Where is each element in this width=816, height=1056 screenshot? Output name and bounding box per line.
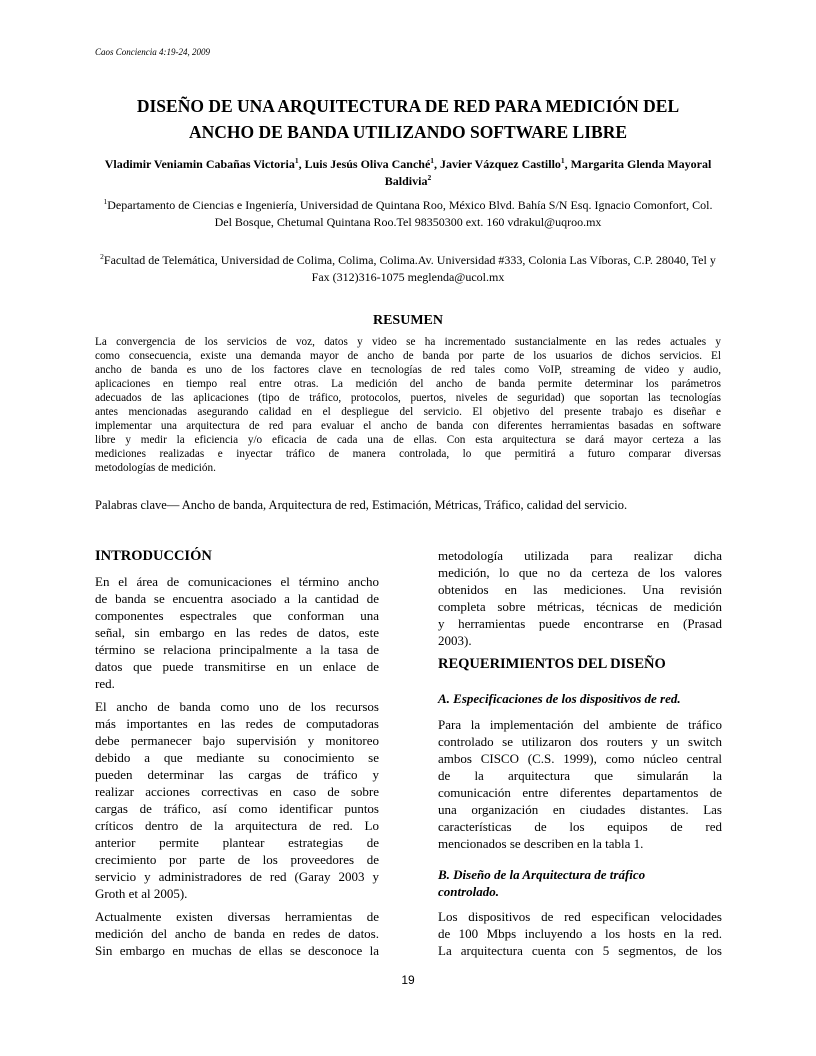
journal-citation: Caos Conciencia 4:19-24, 2009	[95, 47, 210, 57]
author-affiliation-mark: 1	[294, 156, 299, 165]
text-line: Sin embargo en muchas de ellas se desconoce la	[95, 943, 379, 958]
abstract-heading: RESUMEN	[372, 313, 443, 328]
text-line: de la arquitectura que simularán la	[438, 768, 722, 783]
text-line: y herramientas puede encontrarse en (Prasad	[438, 616, 722, 631]
text-line: señal, sin embargo en las redes de datos, este	[95, 625, 379, 640]
text-line: una organización en ciudades distantes. Las	[438, 802, 722, 817]
text-line: críticos dentro de la arquitectura de red. Lo	[95, 818, 379, 833]
subsection-heading-b	[438, 866, 722, 900]
author: , Margarita Glenda Mayoral Baldivia	[384, 157, 712, 188]
text-line: ambos CISCO (C.S. 1999), como núcleo central	[438, 751, 722, 766]
paper-title	[95, 93, 721, 145]
text-line: término se relaciona principalmente a la tasa de	[95, 642, 379, 657]
author-affiliation-mark: 2	[427, 173, 432, 182]
text-line: características de los equipos de red	[438, 819, 722, 834]
title-line: DISEÑO DE UNA ARQUITECTURA DE RED PARA MEDICIÓN DEL	[136, 96, 680, 116]
text-line: pueden determinar las cargas de tráfico y	[95, 767, 379, 782]
paragraph	[438, 547, 722, 649]
text-line: datos que puede transmitirse en un enlace de	[95, 659, 379, 674]
text-line: anterior permite plantear estrategias de	[95, 835, 379, 850]
text-line: cargas de tráfico, así como identificar puntos	[95, 801, 379, 816]
text-line: Groth et al 2005).	[95, 886, 188, 901]
subsection-heading-a: A. Especificaciones de los dispositivos de red.	[438, 691, 681, 706]
text-line: comunicación entre diferentes departamentos de	[438, 785, 722, 800]
text-line: debido a que mediante su conocimiento se	[95, 750, 379, 765]
text-line: debe permanecer bajo supervisión y monitoreo	[95, 733, 379, 748]
text-line: controlado se utilizaron dos routers y un switch	[438, 734, 722, 749]
section-heading-requerimientos: REQUERIMIENTOS DEL DISEÑO	[438, 656, 666, 672]
abstract-line: ancho de banda es uno de los factores clave en tecnologías de red tales como VoIP, streaming de video y audio,	[95, 364, 721, 376]
paragraph	[95, 908, 379, 959]
paragraph	[438, 716, 722, 852]
author: Vladimir Veniamin Cabañas Victoria	[104, 157, 295, 171]
abstract-line: metodologías de medición.	[95, 462, 216, 474]
text-line: medición del ancho de banda en redes de datos.	[95, 926, 379, 941]
text-line: de 100 Mbps incluyendo a los hosts en la red.	[438, 926, 722, 941]
author-affiliation-mark: 1	[430, 156, 435, 165]
text-line: obtenidos en las mediciones. Una revisión	[438, 582, 722, 597]
text-line: crecimiento por parte de los proveedores de	[95, 852, 379, 867]
page-number: 19	[401, 973, 415, 987]
text-line: En el área de comunicaciones el término ancho	[95, 574, 379, 589]
text-line: 2003).	[438, 633, 472, 648]
author: , Javier Vázquez Castillo	[434, 157, 561, 171]
text-line: de banda se encuentra asociado a la cantidad de	[95, 591, 379, 606]
abstract-line: adecuados de las aplicaciones (tipo de tráfico, protocolos, puertos, niveles de seguridad) que soportan las tecnologías	[95, 392, 721, 404]
affiliation-text: Departamento de Ciencias e Ingeniería, Universidad de Quintana Roo, México Blvd. Bahía S/N Esq. Ignacio Comonfort, Col. Del Bosque, Chetumal Quintana Roo.Tel 98350300 ext. 160 vdrakul@uqroo.mx	[107, 198, 713, 229]
abstract-line: libre y medir la eficiencia y/o eficacia de cada una de ellas. Con esta arquitectura se dará mayor certeza a las	[95, 434, 721, 446]
abstract-line: aplicaciones en tiempo real entre otras. La medición del ancho de banda permite determinar los parámetros	[95, 378, 721, 390]
text-line: La arquitectura cuenta con 5 segmentos, de los	[438, 943, 722, 958]
text-line: realizar acciones correctivas en caso de sobre	[95, 784, 379, 799]
abstract-line: como consecuencia, existe una demanda mayor de ancho de banda por parte de los usuarios de dichos servicios. El	[95, 350, 721, 362]
text-line: Actualmente existen diversas herramientas de	[95, 909, 379, 924]
affiliation-mark: 2	[100, 252, 104, 261]
text-line: servicio y administradores de red (Garay 2003 y	[95, 869, 379, 884]
author-affiliation-mark: 1	[560, 156, 565, 165]
abstract-line: antes mencionadas asegurando calidad en el despliegue del servicio. El objetivo del presente trabajo es diseñar e	[95, 406, 721, 418]
affiliation	[95, 197, 721, 231]
text-line: componentes espectrales que conforman una	[95, 608, 379, 623]
affiliation-mark: 1	[103, 197, 108, 206]
abstract-text	[95, 335, 721, 475]
affiliation	[95, 252, 721, 286]
paragraph	[95, 573, 379, 692]
text-line: más importantes en las redes de computadoras	[95, 716, 379, 731]
text-line: metodología utilizada para realizar dicha	[438, 548, 722, 563]
keywords: Palabras clave— Ancho de banda, Arquitectura de red, Estimación, Métricas, Tráfico, calidad del servicio.	[95, 498, 628, 512]
title-line: ANCHO DE BANDA UTILIZANDO SOFTWARE LIBRE	[188, 122, 628, 142]
abstract-line: implementar una arquitectura de red para evaluar el ancho de banda con diferentes herramientas basadas en software	[95, 420, 721, 432]
paragraph	[95, 698, 379, 902]
section-heading-introduccion: INTRODUCCIÓN	[95, 548, 212, 564]
text-line: mencionados se describen en la tabla 1.	[438, 836, 644, 851]
heading-line: B. Diseño de la Arquitectura de tráfico	[438, 867, 646, 882]
text-line: El ancho de banda como uno de los recursos	[95, 699, 379, 714]
paragraph	[438, 908, 722, 959]
text-line: completa sobre métricas, técnicas de medición	[438, 599, 722, 614]
abstract-line: La convergencia de los servicios de voz, datos y video se ha incrementado sustancialmente en las redes actuales y	[95, 336, 721, 348]
text-line: Los dispositivos de red especifican velocidades	[438, 909, 722, 924]
abstract-line: mediciones realizadas e inyectar tráfico de manera controlada, lo que permitirá a futuro comparar diversas	[95, 448, 721, 460]
text-line: red.	[95, 676, 115, 691]
author: , Luis Jesús Oliva Canché	[298, 157, 431, 171]
text-line: medición, lo que no da certeza de los valores	[438, 565, 722, 580]
author-list	[95, 156, 721, 190]
heading-line: controlado.	[438, 884, 500, 899]
affiliation-text: Facultad de Telemática, Universidad de Colima, Colima, Colima.Av. Universidad #333, Colonia Las Víboras, C.P. 28040, Tel y Fax (312)316-1075 meglenda@ucol.mx	[103, 253, 716, 284]
text-line: Para la implementación del ambiente de tráfico	[438, 717, 722, 732]
